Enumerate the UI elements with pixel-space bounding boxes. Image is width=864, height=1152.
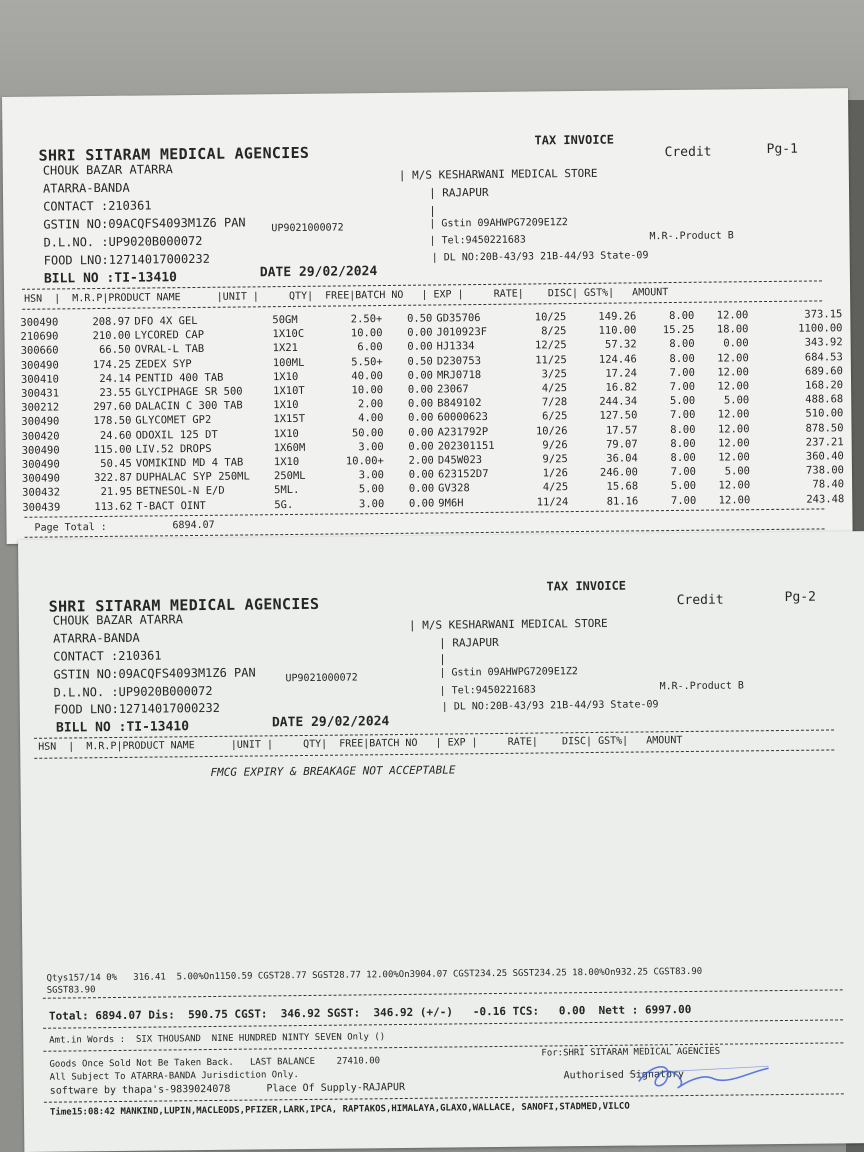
bill-date: DATE 29/02/2024 [271, 714, 390, 731]
cell-gst: 18.00 [716, 323, 749, 336]
cell-mrp: 178.50 [93, 415, 132, 428]
cell-product: VOMIKIND MD 4 TAB [135, 456, 244, 470]
cell-hsn: 300432 [22, 486, 61, 500]
buyer-mr: M.R-.Product B [649, 230, 734, 243]
cell-mrp: 113.62 [94, 500, 133, 513]
cell-qty: 5.00 [358, 483, 385, 496]
cell-gst: 5.00 [724, 465, 751, 478]
cell-free: 0.00 [407, 383, 434, 396]
seller-address-2: ATARRA-BANDA [52, 630, 140, 646]
cell-disc: 8.00 [670, 423, 696, 436]
buyer-gstin: | Gstin 09AHWPG7209E1Z2 [439, 666, 578, 679]
cell-batch: 23067 [437, 383, 469, 396]
invoice-title: TAX INVOICE [546, 578, 627, 594]
buyer-divider: | [429, 204, 436, 218]
cell-unit: 1X10C [272, 328, 305, 341]
divider-rule [43, 989, 843, 998]
cell-product: LIV.52 DROPS [135, 442, 212, 456]
expiry-notice: FMCG EXPIRY & BREAKAGE NOT ACCEPTABLE [210, 763, 456, 779]
seller-food-lno: FOOD LNO:12714017000232 [43, 251, 210, 268]
buyer-divider: | [439, 652, 446, 666]
cell-unit: 250ML [273, 470, 306, 483]
cell-hsn: 300490 [21, 458, 60, 471]
authorised-signatory: Authorised Signatory [563, 1069, 685, 1082]
cell-rate: 110.00 [598, 324, 637, 337]
cell-unit: 1X10 [273, 399, 299, 412]
totals-line: Total: 6894.07 Dis: 590.75 CGST: 346.92 SGST: 346.92 (+/-) -0.16 TCS: 0.00 Nett : 6997.00 [48, 1002, 692, 1023]
cell-gst: 12.00 [717, 365, 749, 379]
cell-batch: MRJ0718 [436, 368, 482, 382]
cell-free: 0.00 [408, 411, 434, 425]
cell-gst: 12.00 [717, 408, 750, 421]
cell-batch: A231792P [437, 425, 489, 439]
cell-gst: 12.00 [718, 493, 751, 507]
cell-mrp: 24.60 [99, 429, 132, 442]
cell-free: 0.00 [408, 468, 435, 481]
cell-qty: 10.00+ [345, 455, 384, 468]
cell-unit: 1X15T [273, 413, 306, 426]
cell-batch: GD35706 [436, 312, 481, 325]
cell-free: 0.00 [408, 497, 435, 510]
tax-breakup-cont: SGST83.90 [46, 985, 96, 996]
cell-hsn: 300490 [21, 472, 60, 485]
credit-label: Credit [664, 144, 712, 161]
cell-hsn: 300490 [20, 359, 59, 372]
cell-amount: 684.53 [804, 350, 843, 364]
cell-gst: 12.00 [717, 436, 750, 450]
cell-qty: 2.00 [357, 398, 384, 411]
cell-amount: 243.48 [806, 492, 845, 506]
cell-mrp: 66.50 [98, 344, 131, 357]
cell-qty: 4.00 [358, 412, 384, 425]
cell-qty: 10.00 [350, 327, 383, 340]
cell-free: 0.00 [408, 482, 435, 496]
goods-once-sold: Goods Once Sold Not Be Taken Back. LAST BALANCE 27410.00 [49, 1056, 381, 1070]
cell-amount: 237.21 [805, 436, 844, 449]
cell-exp: 4/25 [542, 481, 569, 494]
cell-exp: 8/25 [541, 325, 567, 338]
cell-amount: 1100.00 [798, 322, 843, 335]
cell-rate: 17.57 [605, 423, 638, 437]
cell-exp: 10/25 [534, 311, 567, 324]
cell-qty: 3.00 [358, 497, 385, 510]
cell-amount: 689.60 [804, 365, 843, 378]
cell-mrp: 24.14 [99, 372, 132, 385]
cell-free: 0.00 [408, 426, 434, 439]
buyer-tel: | Tel:9450221683 [439, 684, 536, 697]
cell-disc: 8.00 [669, 338, 695, 351]
cell-qty: 50.00 [351, 426, 384, 439]
cell-rate: 124.46 [598, 352, 637, 366]
cell-disc: 7.00 [669, 380, 696, 394]
cell-gst: 5.00 [723, 394, 750, 407]
cell-unit: 50GM [272, 313, 298, 327]
cell-rate: 79.07 [605, 438, 638, 451]
cell-amount: 738.00 [805, 464, 845, 477]
cell-free: 0.00 [408, 440, 434, 453]
cell-exp: 9/25 [542, 453, 568, 466]
cell-product: BETNESOL-N E/D [136, 485, 225, 499]
cell-disc: 8.00 [668, 309, 695, 323]
cell-free: 0.50 [407, 355, 433, 368]
cell-amount: 343.92 [804, 336, 843, 349]
cell-product: OVRAL-L TAB [134, 343, 205, 357]
cell-mrp: 208.97 [92, 315, 131, 329]
cell-rate: 17.24 [605, 367, 637, 380]
cell-product: GLYCOMET GP2 [135, 414, 212, 428]
invoice-title: TAX INVOICE [534, 132, 615, 148]
seller-address-2: ATARRA-BANDA [42, 180, 130, 196]
cell-unit: 1X10T [273, 384, 305, 398]
buyer-dl: | DL NO:20B-43/93 21B-44/93 State-09 [431, 250, 649, 264]
seller-dl-no-2: UP9021000072 [271, 222, 344, 235]
cell-free: 2.00 [408, 454, 434, 467]
buyer-dl: | DL NO:20B-43/93 21B-44/93 State-09 [441, 699, 659, 713]
buyer-tel: | Tel:9450221683 [429, 234, 526, 247]
cell-free: 0.00 [407, 397, 434, 410]
cell-hsn: 300490 [21, 444, 60, 457]
cell-free: 0.00 [407, 326, 433, 339]
cell-product: DFO 4X GEL [134, 314, 198, 328]
credit-label: Credit [676, 592, 724, 609]
cell-hsn: 300431 [21, 387, 60, 400]
cell-product: ZEDEX SYP [134, 357, 192, 371]
cell-hsn: 300212 [21, 401, 60, 415]
cell-gst: 12.00 [718, 479, 751, 492]
buyer-city: | RAJAPUR [439, 635, 499, 650]
cell-exp: 3/25 [541, 367, 567, 381]
cell-qty: 3.00 [358, 469, 385, 482]
cell-unit: 1X10 [273, 427, 299, 440]
cell-disc: 7.00 [670, 409, 696, 422]
cell-exp: 10/26 [535, 424, 568, 438]
cell-mrp: 50.45 [100, 457, 132, 470]
cell-disc: 8.00 [669, 352, 695, 365]
amount-in-words: Amt.in Words : SIX THOUSAND NINE HUNDRED NINTY SEVEN Only () [49, 1032, 386, 1046]
cell-rate: 16.82 [605, 381, 638, 394]
seller-name: SHRI SITARAM MEDICAL AGENCIES [48, 594, 320, 616]
for-agency: For:SHRI SITARAM MEDICAL AGENCIES [541, 1046, 721, 1059]
cell-gst: 12.00 [717, 380, 750, 393]
cell-gst: 12.00 [717, 351, 749, 365]
cell-qty: 6.00 [357, 341, 383, 354]
seller-contact: CONTACT :210361 [43, 198, 152, 214]
cell-exp: 11/25 [535, 353, 567, 367]
seller-contact: CONTACT :210361 [53, 648, 162, 664]
cell-rate: 15.68 [606, 480, 639, 494]
cell-rate: 149.26 [598, 310, 637, 323]
cell-exp: 1/26 [542, 467, 569, 480]
cell-unit: 5G. [274, 498, 294, 511]
cell-exp: 11/24 [536, 495, 569, 509]
cell-free: 0.00 [407, 369, 434, 382]
cell-amount: 168.20 [805, 379, 844, 392]
cell-qty: 10.00 [351, 384, 384, 397]
cell-product: DALACIN C 300 TAB [135, 399, 243, 413]
buyer-name: | M/S KESHARWANI MEDICAL STORE [408, 616, 608, 632]
cell-exp: 6/25 [542, 410, 568, 423]
cell-product: T-BACT OINT [136, 499, 206, 513]
signature-stamp [618, 1050, 779, 1102]
cell-hsn: 300410 [20, 373, 59, 386]
cell-gst: 12.00 [716, 309, 749, 322]
cell-product: ODOXIL 125 DT [135, 428, 218, 442]
cell-mrp: 21.95 [100, 486, 133, 499]
page-number: Pg-1 [766, 141, 798, 157]
cell-rate: 127.50 [599, 409, 638, 423]
cell-amount: 488.68 [805, 393, 844, 406]
tax-breakup: Qtys157/14 0% 316.41 5.00%On1150.59 CGST28.77 SGST28.77 12.00%On3904.07 CGST234.25 SGST234.25 18.00%On932.25 CGST83.90 [46, 966, 703, 984]
cell-exp: 12/25 [534, 339, 567, 352]
cell-unit: 5ML. [274, 484, 300, 497]
bill-number: BILL NO :TI-13410 [55, 719, 190, 736]
cell-batch: B849102 [437, 397, 482, 410]
time-and-companies: Time15:08:42 MANKIND,LUPIN,MACLEODS,PFIZER,LARK,IPCA, RAPTAKOS,HIMALAYA,GLAXO,WALLACE, SANOFI,STADMED,VILCO [49, 1101, 630, 1118]
cell-batch: D45W023 [437, 453, 483, 467]
cell-unit: 100ML [272, 356, 305, 369]
cell-mrp: 174.25 [92, 358, 131, 371]
cell-amount: 878.50 [805, 421, 844, 435]
cell-amount: 373.15 [804, 308, 843, 321]
cell-disc: 15.25 [662, 323, 695, 337]
seller-address-1: CHOUK BAZAR ATARRA [42, 162, 173, 178]
cell-batch: D230753 [436, 354, 482, 368]
cell-batch: HJ1334 [436, 340, 475, 353]
cell-unit: 1X60M [273, 441, 306, 454]
cell-exp: 4/25 [541, 382, 568, 395]
cell-unit: 1X10 [272, 370, 299, 383]
cell-mrp: 23.55 [99, 386, 132, 399]
buyer-name: | M/S KESHARWANI MEDICAL STORE [398, 166, 598, 182]
cell-exp: 7/28 [541, 396, 568, 409]
cell-batch: 202301151 [437, 439, 495, 453]
cell-gst: 12.00 [718, 451, 750, 464]
cell-disc: 7.00 [670, 465, 697, 479]
cell-gst: 0.00 [723, 337, 749, 350]
table-header: HSN | M.R.P|PRODUCT NAME |UNIT | QTY| FREE|BATCH NO | EXP | RATE| DISC| GST%| AMOUNT [24, 287, 669, 305]
cell-product: PENTID 400 TAB [134, 371, 224, 385]
invoice-page-1 [2, 88, 853, 544]
seller-dl-no: D.L.NO. :UP9020B000072 [53, 683, 213, 700]
page-total-label: Page Total : [34, 521, 107, 534]
cell-hsn: 300490 [21, 415, 60, 429]
bill-number: BILL NO :TI-13410 [43, 270, 178, 287]
buyer-city: | RAJAPUR [428, 185, 489, 200]
cell-batch: GV328 [438, 482, 470, 495]
page-total-value: 6894.07 [172, 519, 215, 532]
cell-product: GLYCIPHAGE SR 500 [135, 385, 243, 399]
cell-unit: 1X21 [272, 342, 299, 355]
cell-mrp: 297.60 [93, 400, 132, 414]
cell-hsn: 300490 [20, 316, 59, 329]
cell-hsn: 210690 [20, 330, 59, 344]
cell-batch: J010923F [436, 326, 488, 339]
cell-mrp: 115.00 [93, 443, 132, 456]
seller-food-lno: FOOD LNO:12714017000232 [53, 700, 221, 717]
cell-disc: 5.00 [670, 480, 697, 493]
seller-address-1: CHOUK BAZAR ATARRA [52, 612, 183, 628]
cell-disc: 8.00 [670, 451, 696, 465]
cell-batch: 623152D7 [437, 468, 489, 481]
page-number: Pg-2 [784, 589, 817, 605]
cell-free: 0.00 [407, 340, 433, 354]
cell-qty: 3.00 [358, 440, 384, 454]
cell-rate: 244.34 [599, 395, 638, 408]
cell-rate: 81.16 [606, 494, 639, 508]
bill-date: DATE 29/02/2024 [259, 264, 378, 281]
cell-product: DUPHALAC SYP 250ML [135, 470, 250, 484]
cell-qty: 5.50+ [351, 355, 383, 368]
seller-dl-no: D.L.NO. :UP9020B000072 [43, 233, 203, 250]
cell-gst: 12.00 [717, 422, 750, 436]
cell-mrp: 322.87 [93, 471, 133, 485]
cell-qty: 2.50+ [350, 313, 383, 326]
cell-amount: 510.00 [805, 407, 844, 420]
seller-gstin: GSTIN NO:09ACQFS4093M1Z6 PAN [43, 215, 246, 232]
cell-batch: 9M6H [438, 496, 464, 510]
cell-unit: 1X10 [273, 455, 300, 469]
cell-hsn: 300660 [20, 344, 59, 358]
table-header: HSN | M.R.P|PRODUCT NAME |UNIT | QTY| FREE|BATCH NO | EXP | RATE| DISC| GST%| AMOUNT [38, 735, 683, 753]
cell-rate: 246.00 [599, 466, 639, 479]
buyer-mr: M.R-.Product B [659, 680, 744, 693]
cell-disc: 7.00 [670, 494, 697, 507]
seller-gstin: GSTIN NO:09ACQFS4093M1Z6 PAN [53, 665, 256, 682]
cell-batch: 60000623 [437, 411, 489, 424]
buyer-gstin: | Gstin 09AHWPG7209E1Z2 [429, 217, 568, 230]
cell-product: LYCORED CAP [134, 329, 205, 342]
jurisdiction: All Subject To ATARRA-BANDA Jurisdiction Only. [49, 1070, 299, 1083]
cell-disc: 8.00 [670, 437, 696, 450]
cell-amount: 78.40 [812, 478, 845, 491]
cell-amount: 360.40 [805, 450, 844, 463]
cell-mrp: 210.00 [92, 329, 131, 343]
seller-name: SHRI SITARAM MEDICAL AGENCIES [38, 143, 310, 165]
cell-disc: 7.00 [669, 366, 695, 379]
seller-dl-no-2: UP9021000072 [285, 672, 358, 685]
cell-free: 0.50 [406, 312, 433, 325]
cell-hsn: 300420 [21, 430, 60, 443]
cell-rate: 57.32 [604, 338, 637, 352]
cell-disc: 5.00 [669, 394, 696, 408]
cell-hsn: 300439 [22, 501, 61, 514]
cell-qty: 40.00 [351, 369, 384, 383]
software-credit: software by thapa's-9839024078 Place Of Supply-RAJAPUR [49, 1081, 406, 1097]
cell-rate: 36.04 [606, 452, 638, 465]
invoice-page-2 [18, 531, 864, 1152]
cell-exp: 9/26 [542, 438, 568, 452]
